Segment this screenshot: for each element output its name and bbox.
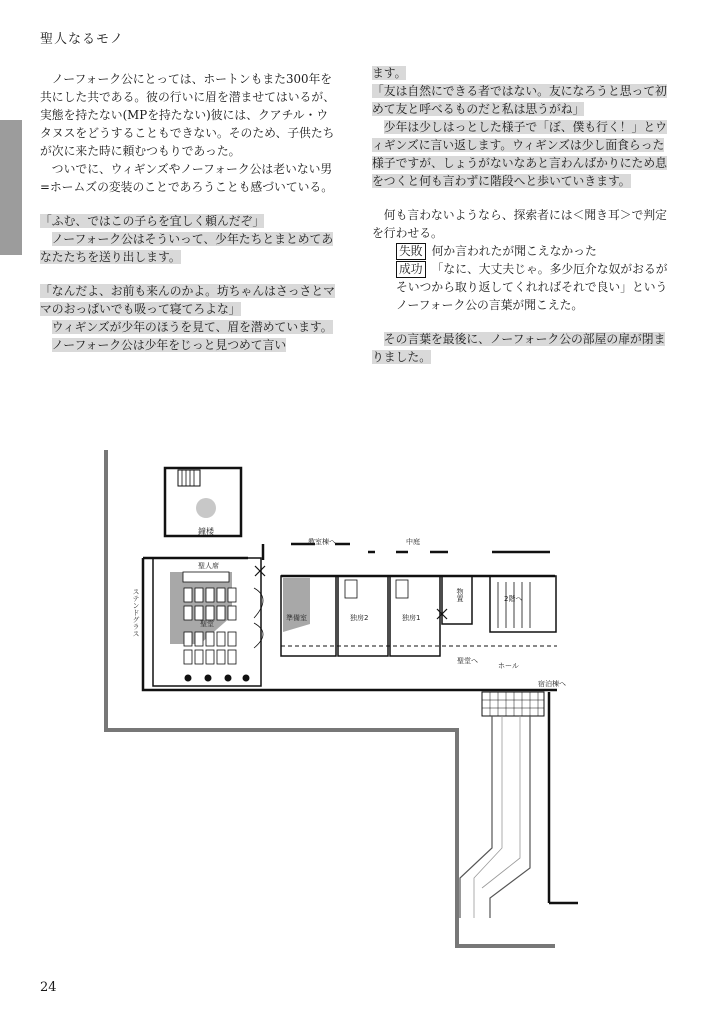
dialogue-paragraph <box>372 330 672 366</box>
dialogue-paragraph <box>372 118 672 190</box>
entrance-grid <box>482 692 544 716</box>
highlighted-text: ノーフォーク公は少年をじっと見つめて言い <box>51 338 287 352</box>
highlighted-text: 「ふむ、ではこの子らを宜しく頼んだぞ」 <box>40 214 265 228</box>
to-dorm-label: 宿泊棟へ <box>538 680 566 688</box>
upstairs-stairwell <box>490 576 556 632</box>
success-text: 「なに、大丈夫じゃ。多少厄介な奴がおるがそいつから取り返してくれればそれで良い」というノーフォーク公の言葉が聞こえた。 <box>396 262 668 312</box>
to-classroom-label: 教室棟へ <box>308 538 336 546</box>
paragraph: ついでに、ウィギンズやノーフォーク公は老いない男=ホームズの変装のことであろうことも感づいている。 <box>40 162 334 194</box>
dialogue-paragraph <box>40 212 336 230</box>
side-tab-marker <box>0 120 22 255</box>
bell-tower-label: 鐘楼 <box>198 527 214 536</box>
dialogue-paragraph <box>40 318 336 336</box>
courtyard-label: 中庭 <box>406 538 420 546</box>
prep-room-label: 準備室 <box>286 614 307 622</box>
fail-label: 失敗 <box>396 243 426 260</box>
success-label: 成功 <box>396 261 426 278</box>
x-mark-icon <box>255 566 265 576</box>
dialogue-paragraph <box>40 230 336 266</box>
paragraph: ノーフォーク公にとっては、ホートンもまた300年を共にした共である。彼の行いに眉を潜ませてはいるが、実態を持たない(MPを持たない)彼には、クアチル・ウタヌスをどうすることもできない。そのため、子供たちが次に来た時に頼むつもりであった。 <box>40 72 335 158</box>
outer-boundary <box>106 450 555 946</box>
judgement-fail <box>372 242 672 260</box>
dialogue-paragraph <box>40 282 336 318</box>
highlighted-text: 「友は自然にできる者ではない。友になろうと思って初めて友と呼べるものだと私は思うがね」 <box>372 84 667 116</box>
chapel-pillars <box>185 675 250 682</box>
highlighted-text: ノーフォーク公はそういって、少年たちとまとめてあなたたちを送り出します。 <box>40 232 334 264</box>
solitary-room-2-label: 独房2 <box>350 614 369 622</box>
stained-glass-label: ステンドグラス <box>132 588 140 637</box>
floor-map <box>100 448 580 958</box>
paragraph: 何も言わないようなら、探索者には＜聞き耳＞で判定を行わせる。 <box>372 208 667 240</box>
approach-path <box>460 716 530 918</box>
highlighted-text: その言葉を最後に、ノーフォーク公の部屋の扉が閉まりました。 <box>372 332 666 364</box>
page-number: 24 <box>40 980 57 995</box>
highlighted-text: 「なんだよ、お前も来んのかよ。坊ちゃんはさっさとママのおっぱいでも吸って寝てろよな」 <box>40 284 335 316</box>
highlighted-text: 少年は少しはっとした様子で「ぼ、僕も行く！」とウィギンズに言い返します。ウィギンズは少し面食らった様子ですが、しょうがないなあと言わんばかりにため息をつくと何も言わずに階段へと歩いていきます。 <box>372 120 667 188</box>
running-header: 聖人なるモノ <box>40 32 124 47</box>
upstairs-label: 2階へ <box>504 595 523 603</box>
right-column <box>372 64 672 366</box>
dialogue-paragraph <box>372 82 672 118</box>
storage-label: 物置 <box>456 588 464 602</box>
highlighted-text: ます。 <box>372 66 407 80</box>
chapel-label: 聖堂 <box>200 620 214 628</box>
fail-text: 何か言われたが聞こえなかった <box>431 244 597 258</box>
highlighted-text: ウィギンズが少年のほうを見て、眉を潜めています。 <box>51 320 333 334</box>
to-chapel-label: 聖堂へ <box>457 657 478 665</box>
judgement-success <box>372 260 672 314</box>
solitary-room-1-label: 独房1 <box>402 614 421 622</box>
dialogue-paragraph <box>372 64 672 82</box>
bell-icon <box>196 498 216 518</box>
bell-tower-stairs <box>178 470 200 486</box>
hall-label: ホール <box>498 662 519 670</box>
saint-seat-label: 聖人席 <box>198 562 219 570</box>
left-column <box>40 70 336 354</box>
dialogue-paragraph <box>40 336 336 354</box>
